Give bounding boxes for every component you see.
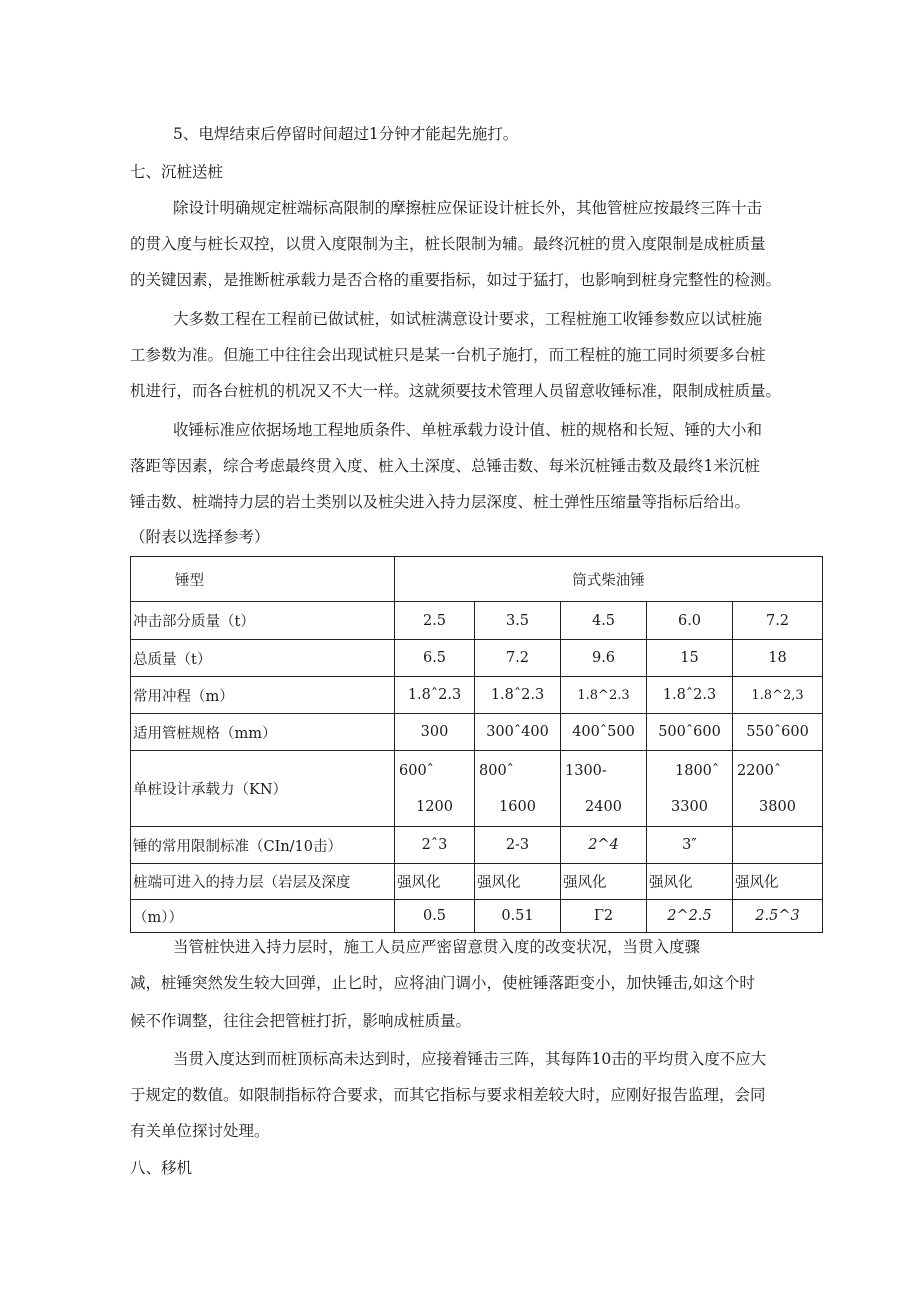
table-cell: 2.5^3 — [733, 900, 823, 933]
row-label: 适用管桩规格（mm） — [131, 714, 395, 751]
table-cell: 2-3 — [475, 827, 561, 864]
table-cell: 300 — [395, 714, 475, 751]
table-cell: 3″ — [647, 827, 733, 864]
paragraph-line-16: 有关单位探讨处理。 — [130, 1122, 270, 1140]
table-cell — [733, 827, 823, 864]
paragraph-line-2: 除设计明确规定桩端标高限制的摩擦桩应保证设计桩长外，其他管桩应按最终三阵十击 — [173, 199, 763, 217]
paragraph-line-4: 的关键因素，是推断桩承载力是否合格的重要指标，如过于猛打，也影响到桩身完整性的检测。 — [130, 271, 782, 289]
table-cell: 500ˆ600 — [647, 714, 733, 751]
section-heading-7: 七、沉桩送桩 — [130, 163, 224, 181]
paragraph-line-9: 落距等因素，综合考虑最终贯入度、桩入土深度、总锤击数、每米沉桩锤击数及最终1米沉桩 — [130, 457, 760, 475]
table-cell: 2^2.5 — [647, 900, 733, 933]
paragraph-line-5: 大多数工程在工程前已做试桩，如试桩满意设计要求，工程桩施工收锤参数应以试桩施 — [173, 310, 763, 328]
paragraph-line-7: 机进行，而各台桩机的机况又不大一样。这就须要技术管理人员留意收锤标准，限制成桩质量。 — [130, 382, 782, 400]
row-label-continued: （m）） — [131, 900, 395, 933]
header-label: 锤型 — [131, 557, 395, 602]
table-cell: 1.8^2.3 — [561, 677, 647, 714]
table-row — [131, 714, 823, 751]
table-cell: 1.8ˆ2.3 — [647, 677, 733, 714]
table-cell: 0.5 — [395, 900, 475, 933]
table-cell: 2ˆ3 — [395, 827, 475, 864]
cell-bottom: 1200 — [416, 798, 453, 815]
cell-top: 600ˆ — [399, 762, 434, 779]
row-label: 桩端可进入的持力层（岩层及深度 — [131, 864, 395, 900]
table-cell: 3.5 — [475, 602, 561, 640]
table-cell: 1.8^2,3 — [733, 677, 823, 714]
table-cell: Γ2 — [561, 900, 647, 933]
table-row — [131, 677, 823, 714]
paragraph-line-11: 当管桩快进入持力层时，施工人员应严密留意贯入度的改变状况，当贯入度骤 — [173, 938, 701, 956]
paragraph-line-12: 减，桩锤突然发生较大回弹，止匕时，应将油门调小，使桩锤落距变小，加快锤击,如这个时 — [130, 974, 755, 992]
table-cell: 1.8ˆ2.3 — [475, 677, 561, 714]
table-cell: 0.51 — [475, 900, 561, 933]
table-cell: 300ˆ400 — [475, 714, 561, 751]
section-heading-8: 八、移机 — [130, 1159, 193, 1177]
table-cell — [395, 751, 475, 827]
table-row — [131, 751, 823, 827]
table-cell: 强风化 — [475, 864, 561, 900]
row-label: 常用冲程（m） — [131, 677, 395, 714]
cell-bottom: 1600 — [499, 798, 536, 815]
table-cell: 强风化 — [647, 864, 733, 900]
table-cell: 6.5 — [395, 640, 475, 677]
table-cell — [475, 751, 561, 827]
row-label: 锤的常用限制标准（CIn/10击） — [131, 827, 395, 864]
table-row — [131, 900, 823, 933]
table-row — [131, 827, 823, 864]
table-cell: 2^4 — [561, 827, 647, 864]
table-row — [131, 864, 823, 900]
table-cell: 7.2 — [475, 640, 561, 677]
table-cell: 4.5 — [561, 602, 647, 640]
cell-bottom: 3300 — [671, 798, 708, 815]
cell-bottom: 2400 — [585, 798, 622, 815]
table-cell: 7.2 — [733, 602, 823, 640]
paragraph-line-15: 于规定的数值。如限制指标符合要求，而其它指标与要求相差较大时，应刚好报告监理，会同 — [130, 1086, 766, 1104]
row-label: 总质量（t） — [131, 640, 395, 677]
paragraph-line-8: 收锤标准应依据场地工程地质条件、单桩承载力设计值、桩的规格和长短、锤的大小和 — [173, 421, 763, 439]
cell-top: 1300- — [565, 762, 607, 779]
cell-top: 2200ˆ — [737, 762, 782, 779]
cell-top: 1800ˆ — [675, 762, 720, 779]
table-cell: 400ˆ500 — [561, 714, 647, 751]
table-caption: （附表以选择参考） — [130, 528, 270, 546]
table-row — [131, 602, 823, 640]
table-cell: 1.8ˆ2.3 — [395, 677, 475, 714]
row-label: 冲击部分质量（t） — [131, 602, 395, 640]
paragraph-line-14: 当贯入度达到而桩顶标高未达到时，应接着锤击三阵，其每阵10击的平均贯入度不应大 — [173, 1050, 767, 1068]
table-cell — [647, 751, 733, 827]
header-value: 筒式柴油锤 — [395, 557, 823, 602]
table-cell: 强风化 — [733, 864, 823, 900]
row-label: 单桩设计承载力（KN） — [131, 751, 395, 827]
paragraph-line-13: 候不作调整，往往会把管桩打折，影响成桩质量。 — [130, 1012, 472, 1030]
cell-top: 800ˆ — [479, 762, 514, 779]
pile-hammer-table — [130, 556, 823, 933]
table-cell: 2.5 — [395, 602, 475, 640]
table-header-row — [131, 557, 823, 602]
table-cell: 550ˆ600 — [733, 714, 823, 751]
table-cell — [733, 751, 823, 827]
paragraph-line-3: 的贯入度与桩长双控，以贯入度限制为主，桩长限制为辅。最终沉桩的贯入度限制是成桩质量 — [130, 235, 766, 253]
paragraph-line-10: 锤击数、桩端持力层的岩土类别以及桩尖进入持力层深度、桩土弹性压缩量等指标后给出。 — [130, 493, 751, 511]
table-cell: 18 — [733, 640, 823, 677]
table-cell: 强风化 — [395, 864, 475, 900]
table-row — [131, 640, 823, 677]
table-cell: 强风化 — [561, 864, 647, 900]
paragraph-line-6: 工参数为准。但施工中往往会出现试桩只是某一台机子施打，而工程桩的施工同时须要多台桩 — [130, 346, 766, 364]
paragraph-line-1: 5、电焊结束后停留时间超过1分钟才能起先施打。 — [173, 125, 519, 143]
cell-bottom: 3800 — [759, 798, 796, 815]
table-cell: 6.0 — [647, 602, 733, 640]
table-cell: 15 — [647, 640, 733, 677]
table-cell — [561, 751, 647, 827]
table-cell: 9.6 — [561, 640, 647, 677]
